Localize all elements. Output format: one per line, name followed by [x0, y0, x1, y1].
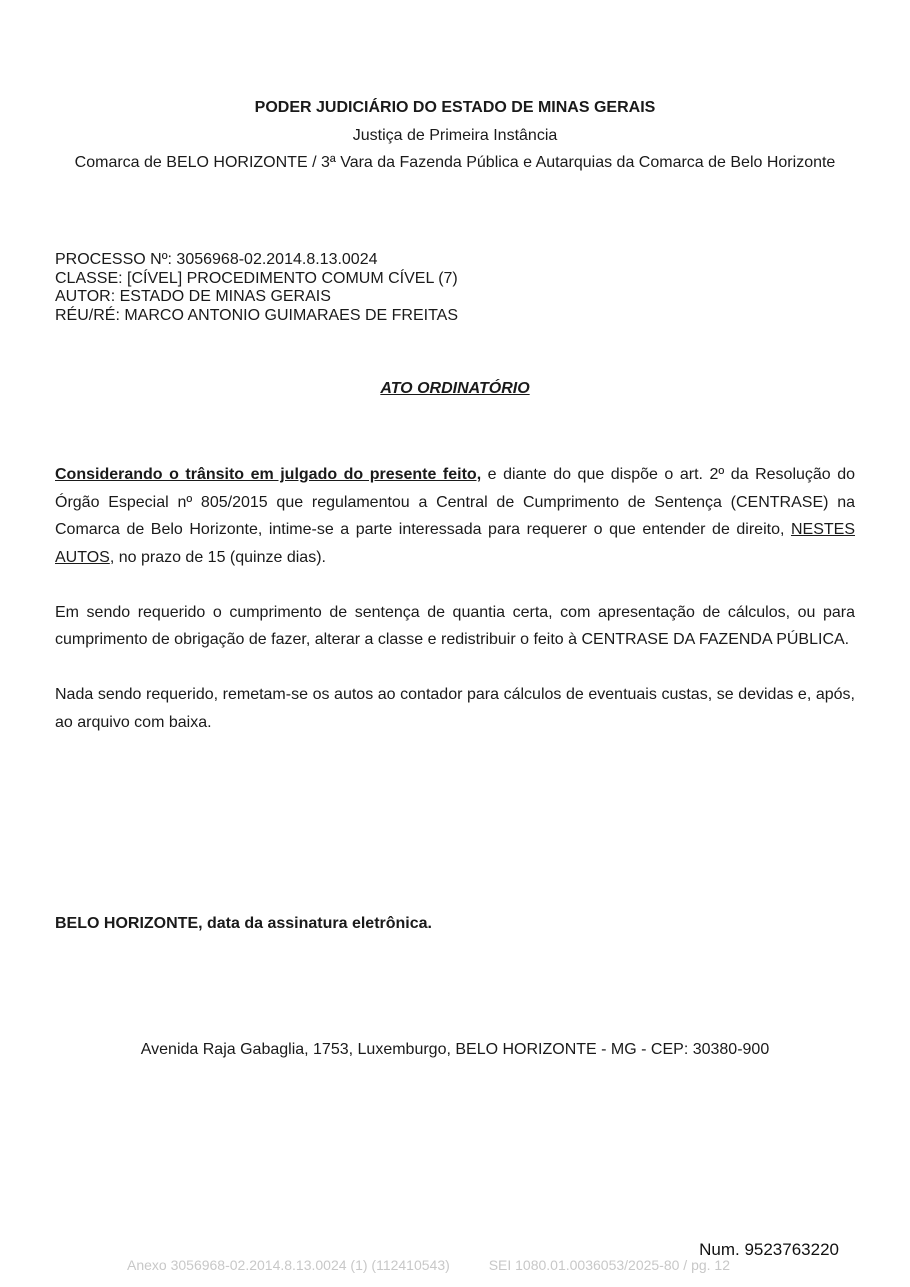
watermark	[127, 1257, 730, 1273]
paragraph-1-lead: Considerando o trânsito em julgado do presente feito,	[55, 466, 482, 483]
paragraph-1-emphasis: NESTES AUTOS	[55, 521, 855, 566]
case-reu: RÉU/RÉ: MARCO ANTONIO GUIMARAES DE FREITAS	[55, 306, 459, 324]
court-address: Avenida Raja Gabaglia, 1753, Luxemburgo, BELO HORIZONTE - MG - CEP: 30380-900	[140, 1041, 770, 1058]
watermark-right: SEI 1080.01.0036053/2025-80 / pg. 12	[488, 1257, 731, 1273]
document-title	[0, 380, 910, 398]
document-body	[55, 461, 855, 764]
signature-line: BELO HORIZONTE, data da assinatura eletrônica.	[55, 915, 432, 932]
court-title: PODER JUDICIÁRIO DO ESTADO DE MINAS GERAIS	[254, 99, 656, 116]
case-classe: CLASSE: [CÍVEL] PROCEDIMENTO COMUM CÍVEL (7)	[55, 269, 458, 287]
paragraph-2: Em sendo requerido o cumprimento de sentença de quantia certa, com apresentação de cálculos, ou para cumprimento de obrigação de fazer, alterar a classe e redistribuir o feito à CENTRASE DA FAZENDA PÚBLICA.	[55, 603, 855, 648]
case-info	[55, 251, 458, 325]
case-autor: AUTOR: ESTADO DE MINAS GERAIS	[55, 288, 331, 305]
document-header	[0, 94, 910, 177]
paragraph-1	[55, 461, 855, 571]
watermark-left: Anexo 3056968-02.2014.8.13.0024 (1) (112410543)	[127, 1257, 450, 1273]
case-processo: PROCESSO Nº: 3056968-02.2014.8.13.0024	[55, 251, 378, 268]
paragraph-1-end: , no prazo de 15 (quinze dias).	[109, 548, 326, 566]
paragraph-3: Nada sendo requerido, remetam-se os autos ao contador para cálculos de eventuais custas, se devidas e, após, ao arquivo com baixa.	[55, 686, 855, 731]
document-title-text: ATO ORDINATÓRIO	[380, 380, 530, 397]
court-comarca: Comarca de BELO HORIZONTE / 3ª Vara da Fazenda Pública e Autarquias da Comarca de Belo Horizonte	[74, 154, 836, 171]
document-number: Num. 9523763220	[699, 1240, 839, 1259]
court-subtitle: Justiça de Primeira Instância	[352, 126, 558, 144]
paragraph-1-mid: e diante do que dispõe o art. 2º da Resolução do Órgão Especial nº 805/2015 que regulamentou a Central de Cumprimento de Sentença (CENTRASE) na Comarca de Belo Horizonte, intime-se a parte interessada para requerer o que entender de direito,	[55, 466, 856, 538]
